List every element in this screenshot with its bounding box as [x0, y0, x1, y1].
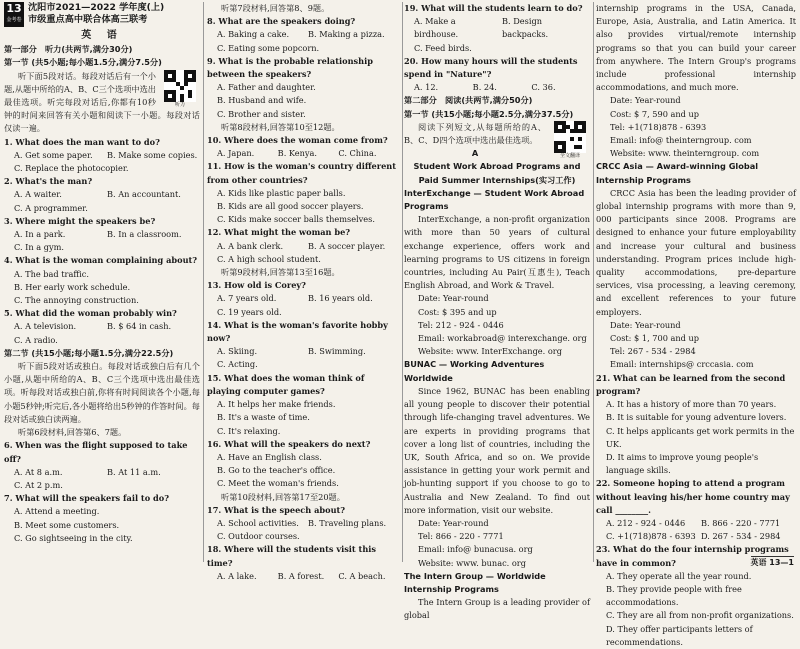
- program-tel: Tel: 866 - 220 - 7771: [418, 531, 504, 542]
- program-description: CRCC Asia has been the leading provider of global internship programs with more than 9, 000 participants since 2008. Programs are designed to enhance your future employability and increase your cultural and business understanding. Program prices include high-quality accommodations, pre-departure services, visa processing, a leaving ceremony, and excellent references to your future employers.: [596, 187, 796, 317]
- part2-title: 第二部分 阅读(共两节,满分50分): [404, 95, 533, 106]
- option[interactable]: B. Design backpacks.: [502, 16, 549, 40]
- option[interactable]: D. 267 - 534 - 2984: [701, 531, 781, 542]
- question-16: 16. What will the speakers do next? A. Have an English class. B. Go to the teacher's office. C. Meet the woman's friends.: [207, 438, 399, 491]
- footer-subject: 英语: [750, 558, 767, 567]
- paper-number-badge: 13 金考卷: [4, 2, 24, 27]
- listening-qr-code[interactable]: 听力: [160, 70, 200, 108]
- program-cost: Cost: $ 395 and up: [418, 306, 497, 317]
- option[interactable]: B. At 11 a.m.: [107, 466, 161, 477]
- material-note: 听第6段材料,回答第6、7题。: [18, 427, 127, 438]
- option[interactable]: C. Kids make soccer balls themselves.: [217, 214, 375, 225]
- program-description: internship programs in the USA, Canada, Europe, Asia, Australia, and Latin America. It also provides virtual/remote internship programs so that you can build your career from anywhere. The Intern Group's programs include professional internship accommodations, and much more.: [596, 3, 796, 93]
- option[interactable]: A. The bad traffic.: [14, 268, 89, 279]
- option[interactable]: C. It helps applicants get work permits in the UK.: [606, 425, 795, 449]
- option[interactable]: A. A bank clerk.: [217, 240, 284, 251]
- column-4: [596, 2, 796, 649]
- option[interactable]: A. It helps her make friends.: [217, 399, 336, 410]
- option[interactable]: B. Husband and wife.: [217, 95, 307, 106]
- program-title: CRCC Asia — Award-winning Global Internship Programs: [596, 161, 759, 185]
- option[interactable]: C. Brother and sister.: [217, 108, 306, 119]
- option[interactable]: B. A forest.: [277, 570, 325, 581]
- question-22: 22. Someone hoping to attend a program without leaving his/her home country may call ________. A. 212 - 924 - 0446 B. 866 - 220 - 7771 C. +1(718)878 - 6393 D. 267 - 534 - 2984: [596, 477, 796, 543]
- option[interactable]: C. A beach.: [338, 570, 386, 581]
- translation-qr-code[interactable]: 全文翻译: [550, 121, 590, 159]
- option[interactable]: D. It aims to improve young people's language skills.: [606, 451, 759, 476]
- footer-page-number: 13—1: [769, 558, 794, 567]
- option[interactable]: A. 7 years old.: [217, 293, 277, 304]
- option[interactable]: C. Eating some popcorn.: [217, 42, 320, 53]
- option[interactable]: C. Outdoor courses.: [217, 531, 300, 542]
- option[interactable]: C. At 2 p.m.: [14, 479, 63, 490]
- option[interactable]: B. Her early work schedule.: [14, 281, 131, 292]
- option[interactable]: A. Have an English class.: [217, 451, 322, 462]
- option[interactable]: A. Japan.: [217, 148, 255, 159]
- page-footer: [751, 557, 795, 568]
- question-18: 18. Where will the students visit this time? A. A lake. B. A forest. C. A beach.: [207, 543, 399, 583]
- option[interactable]: A. Baking a cake.: [217, 29, 290, 40]
- material-note: 听第9段材料,回答第13至16题。: [221, 267, 340, 278]
- option[interactable]: B. A soccer player.: [308, 240, 386, 251]
- question-9: 9. What is the probable relationship between the speakers? A. Father and daughter. B. Husband and wife. C. Brother and sister.: [207, 55, 399, 121]
- option[interactable]: A. School activities.: [217, 517, 299, 528]
- question-19: 19. What will the students learn to do? A. Make a birdhouse. B. Design backpacks. C. Feed birds.: [404, 2, 590, 55]
- option[interactable]: B. 866 - 220 - 7771: [701, 517, 781, 528]
- option[interactable]: B. Make some copies.: [107, 149, 198, 160]
- option[interactable]: A. Make a birdhouse.: [414, 16, 459, 40]
- question-20: 20. How many hours will the students spend in "Nature"? A. 12. B. 24. C. 36.: [404, 55, 590, 95]
- question-6: 6. When was the flight supposed to take off? A. At 8 a.m. B. At 11 a.m. C. At 2 p.m.: [4, 439, 200, 492]
- question-21: 21. What can be learned from the second program? A. It has a history of more than 70 years. B. It is suitable for young adventure lovers. C. It helps applicants get work permits in the UK. D. It aims to improve young people's language skills.: [596, 372, 796, 478]
- column-1: [4, 2, 200, 545]
- question-3: 3. Where might the speakers be? A. In a park. B. In a classroom. C. In a gym.: [4, 215, 200, 255]
- program-date: Date: Year-round: [418, 293, 489, 304]
- option[interactable]: A. Attend a meeting.: [14, 506, 100, 517]
- part2-sec1-title: 第一节 (共15小题;每小题2.5分,满分37.5分): [404, 108, 574, 119]
- option[interactable]: A. It has a history of more than 70 years.: [606, 399, 777, 410]
- option[interactable]: C. 19 years old.: [217, 306, 282, 317]
- question-12: 12. What might the woman be? A. A bank clerk. B. A soccer player. C. A high school student.: [207, 226, 399, 266]
- exam-title: 沈阳市2021—2022 学年度(上) 市级重点高中联合体高三联考: [28, 2, 165, 25]
- option[interactable]: C. Acting.: [217, 359, 258, 370]
- part1-sec2-title: 第二节 (共15小题;每小题1.5分,满分22.5分): [4, 347, 174, 358]
- question-15: 15. What does the woman think of playing computer games? A. It helps her make friends. B. It's a waste of time. C. It's relaxing.: [207, 372, 399, 438]
- part2-sec1-instructions: 阅读下列短文,从每题所给的A、B、C、D四个选项中选出最佳选项。: [404, 121, 546, 146]
- program-email: Email: info@ bunacusa. org: [418, 544, 533, 555]
- option[interactable]: B. An accountant.: [107, 189, 181, 200]
- question-4: 4. What is the woman complaining about? A. The bad traffic. B. Her early work schedule. C. The annoying construction.: [4, 254, 200, 307]
- part1-title: 第一部分 听力(共两节,满分30分): [4, 44, 133, 55]
- program-website: Website: www. bunac. org: [418, 557, 526, 568]
- program-cost: Cost: $ 7, 590 and up: [610, 108, 700, 119]
- question-17: 17. What is the speech about? A. School activities. B. Traveling plans. C. Outdoor courses.: [207, 504, 399, 544]
- option[interactable]: C. A radio.: [14, 334, 58, 345]
- option[interactable]: A. 12.: [414, 82, 439, 93]
- program-description: Since 1962, BUNAC has been enabling all young people to discover their potential through life-changing travel adventures. We are experts in providing programs that cover a long list of countries, including the UK, South Africa, and so on. We provide assistance in getting your work permit and job-hunting support if you choose to go to Australia and New Zealand. To find out more information, visit our website.: [404, 385, 590, 515]
- option[interactable]: A. They operate all the year round.: [606, 570, 752, 581]
- option[interactable]: A. 212 - 924 - 0446: [606, 517, 686, 528]
- option[interactable]: A. Father and daughter.: [217, 82, 316, 93]
- option[interactable]: D. They offer participants letters of recommendations.: [606, 623, 753, 647]
- part1-sec1-title: 第一节 (共5小题;每小题1.5分,满分7.5分): [4, 57, 162, 68]
- option[interactable]: B. 16 years old.: [308, 293, 373, 304]
- exam-header: [4, 2, 200, 27]
- option[interactable]: C. Feed birds.: [414, 42, 472, 53]
- program-email: Email: info@ theinterngroup. com: [610, 135, 752, 146]
- question-13: 13. How old is Corey? A. 7 years old. B. 16 years old. C. 19 years old.: [207, 279, 399, 319]
- option[interactable]: B. Traveling plans.: [308, 517, 387, 528]
- program-title: InterExchange — Student Work Abroad Programs: [404, 187, 585, 212]
- program-tel: Tel: +1(718)878 - 6393: [610, 121, 707, 132]
- option[interactable]: C. In a gym.: [14, 242, 65, 253]
- material-note: 听第8段材料,回答第10至12题。: [221, 121, 340, 132]
- material-note: 听第10段材料,回答第17至20题。: [221, 491, 345, 502]
- option[interactable]: B. It's a waste of time.: [217, 412, 310, 423]
- question-11: 11. How is the woman's country different from other countries? A. Kids like plastic paper balls. B. Kids are all good soccer players. C. Kids make soccer balls themselves.: [207, 160, 399, 226]
- program-date: Date: Year-round: [610, 95, 681, 106]
- option[interactable]: B. Kids are all good soccer players.: [217, 201, 364, 212]
- option[interactable]: C. They are all from non-profit organizations.: [606, 610, 794, 621]
- option[interactable]: C. Go sightseeing in the city.: [14, 532, 133, 543]
- option[interactable]: C. The annoying construction.: [14, 295, 139, 306]
- option[interactable]: B. In a classroom.: [107, 229, 182, 240]
- option[interactable]: C. 36.: [531, 82, 556, 93]
- program-tel: Tel: 267 - 534 - 2984: [610, 346, 696, 357]
- option[interactable]: B. They provide people with free accommodations.: [606, 583, 742, 608]
- option[interactable]: C. +1(718)878 - 6393: [606, 531, 696, 542]
- article-title: Student Work Abroad Programs and Paid Summer Internships(实习工作): [413, 161, 581, 185]
- question-5: 5. What did the woman probably win? A. A television. B. $ 64 in cash. C. A radio.: [4, 307, 200, 347]
- question-23: 23. What do the four internship programs have in common? A. They operate all the year round. B. They provide people with free accommodations. C. They are all from non-profit organizations. D. They offer participants letters of recommendations.: [596, 543, 796, 649]
- question-1: 1. What does the man want to do? A. Get some paper. B. Make some copies. C. Replace the photocopier.: [4, 136, 200, 176]
- option[interactable]: A. A lake.: [217, 570, 257, 581]
- question-14: 14. What is the woman's favorite hobby now? A. Skiing. B. Swimming. C. Acting.: [207, 319, 399, 372]
- qr-code-icon: [164, 70, 196, 102]
- option[interactable]: A. Get some paper.: [14, 149, 93, 160]
- option[interactable]: B. Go to the teacher's office.: [217, 465, 336, 476]
- column-3: [404, 2, 590, 623]
- option[interactable]: C. Replace the photocopier.: [14, 163, 129, 174]
- option[interactable]: B. Making a pizza.: [308, 29, 385, 40]
- question-10: 10. Where does the woman come from? A. Japan. B. Kenya. C. China.: [207, 134, 399, 160]
- option[interactable]: A. At 8 a.m.: [14, 466, 63, 477]
- option[interactable]: A. A waiter.: [14, 189, 62, 200]
- program-tel: Tel: 212 - 924 - 0446: [418, 319, 504, 330]
- program-cost: Cost: $ 1, 700 and up: [610, 333, 700, 344]
- option[interactable]: B. Kenya.: [277, 148, 318, 159]
- option[interactable]: C. Meet the woman's friends.: [217, 478, 339, 489]
- option[interactable]: A. Skiing.: [217, 346, 258, 357]
- program-email: Email: internships@ crccasia. com: [610, 359, 754, 370]
- program-description: The Intern Group is a leading provider of global: [404, 597, 590, 621]
- subject-title: 英 语: [81, 30, 123, 41]
- option[interactable]: C. It's relaxing.: [217, 425, 281, 436]
- program-description: InterExchange, a non-profit organization with more than 50 years of cultural exchange experience, offers work and learning programs to US citizens in foreign countries, including Au Pair(互惠生), Teach English Abroad, and Work & Travel.: [404, 214, 590, 291]
- question-2: 2. What's the man? A. A waiter. B. An accountant. C. A programmer.: [4, 175, 200, 215]
- option[interactable]: B. 24.: [472, 82, 497, 93]
- column-2: [207, 2, 399, 583]
- option[interactable]: A. A television.: [14, 321, 77, 332]
- question-8: 8. What are the speakers doing? A. Baking a cake. B. Making a pizza. C. Eating some popcorn.: [207, 15, 399, 55]
- option[interactable]: A. In a park.: [14, 229, 66, 240]
- option[interactable]: C. A programmer.: [14, 202, 88, 213]
- part1-sec1-instructions: 听下面5段对话。每段对话后有一个小题,从题中所给的A、B、C三个选项中选出最佳选项。听完每段对话后,你都有10秒钟的时间来回答有关小题和阅读下一小题。每段对话仅读一遍。: [4, 70, 200, 134]
- program-title: The Intern Group — Worldwide Internship Programs: [404, 570, 546, 594]
- program-title: BUNAC — Working Adventures Worldwide: [404, 359, 545, 383]
- option[interactable]: C. China.: [338, 148, 377, 159]
- option[interactable]: C. A high school student.: [217, 253, 321, 264]
- program-date: Date: Year-round: [418, 517, 489, 528]
- option[interactable]: A. Kids like plastic paper balls.: [217, 187, 346, 198]
- passage-letter: A: [471, 148, 479, 159]
- program-website: Website: www. InterExchange. org: [418, 346, 562, 357]
- question-7: 7. What will the speakers fail to do? A. Attend a meeting. B. Meet some customers. C. Go sightseeing in the city.: [4, 492, 200, 545]
- part1-sec2-instructions: 听下面5段对话或独白。每段对话或独白后有几个小题,从题中所给的A、B、C三个选项中选出最佳选项。听每段对话或独白前,你将有时间阅读各个小题,每小题5秒钟;听完后,各小题将给出5秒钟的作答时间。每段对话或独白读两遍。: [4, 361, 200, 424]
- option[interactable]: B. Swimming.: [308, 346, 366, 357]
- option[interactable]: B. $ 64 in cash.: [107, 321, 172, 332]
- program-website: Website: www. theinterngroup. com: [610, 148, 760, 159]
- option[interactable]: B. Meet some customers.: [14, 519, 120, 530]
- material-note: 听第7段材料,回答第8、9题。: [221, 3, 330, 13]
- program-date: Date: Year-round: [610, 319, 681, 330]
- qr-code-icon: [554, 121, 586, 153]
- program-email: Email: workabroad@ interexchange. org: [418, 333, 587, 344]
- option[interactable]: B. It is suitable for young adventure lovers.: [606, 412, 787, 423]
